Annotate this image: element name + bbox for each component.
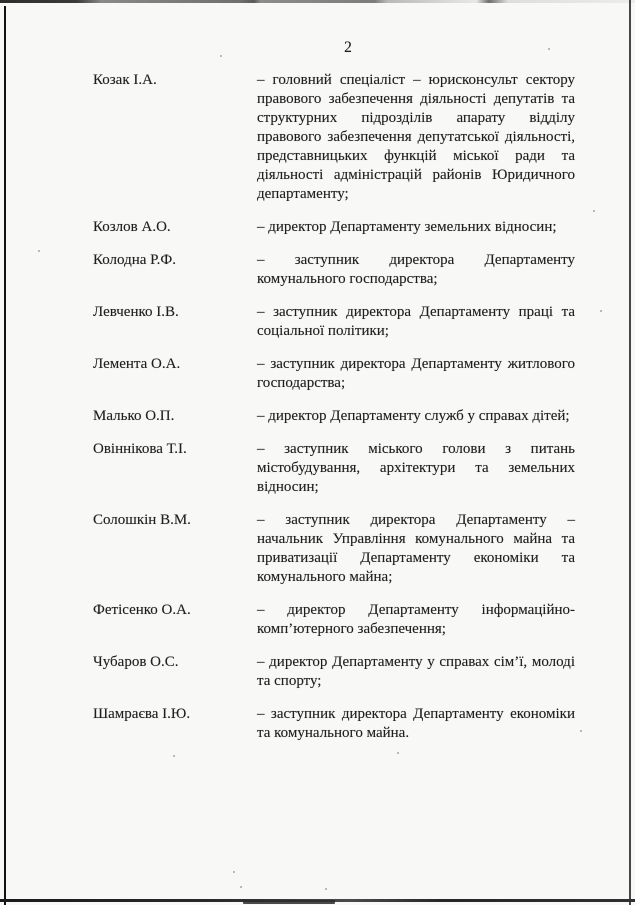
official-position: – заступник директора Департаменту економіки та комунального майна. <box>257 706 575 741</box>
official-name: Колодна Р.Ф. <box>93 252 176 268</box>
official-name: Фетісенко О.А. <box>93 602 191 618</box>
official-entry <box>93 251 575 289</box>
official-name: Овіннікова Т.І. <box>93 441 187 457</box>
scan-speck <box>580 730 582 732</box>
official-name: Шамраєва І.Ю. <box>93 706 191 722</box>
scan-speck <box>397 752 399 754</box>
official-position: – заступник директора Департаменту житлового господарства; <box>257 356 575 391</box>
official-position: – заступник директора Департаменту комунального господарства; <box>257 252 575 287</box>
official-position: – заступник директора Департаменту праці та соціальної політики; <box>257 304 575 339</box>
official-entry <box>93 218 575 237</box>
official-entry <box>93 440 575 497</box>
scan-border-top <box>0 0 635 3</box>
official-position: – директор Департаменту земельних відносин; <box>257 219 557 235</box>
official-entry <box>93 511 575 587</box>
official-position: – заступник директора Департаменту – начальник Управління комунального майна та приватизації Департаменту економіки та комунального майна; <box>257 512 575 585</box>
official-entry <box>93 407 575 426</box>
official-entry <box>93 303 575 341</box>
official-entry <box>93 601 575 639</box>
official-name: Малько О.П. <box>93 408 175 424</box>
official-position: – головний спеціаліст – юрисконсульт сектору правового забезпечення діяльності депутатів та структурних підрозділів апарату відділу правового забезпечення депутатської діяльності, представницьких функцій міської ради та діяльності адміністрацій районів Юридичного департаменту; <box>257 72 575 202</box>
official-entry <box>93 705 575 743</box>
official-position: – директор Департаменту служб у справах дітей; <box>257 408 570 424</box>
scan-speck <box>233 871 235 873</box>
official-entry <box>93 355 575 393</box>
scan-speck <box>600 310 602 312</box>
scan-border-right <box>629 0 631 905</box>
official-name: Лемента О.А. <box>93 356 181 372</box>
official-position: – заступник міського голови з питань містобудування, архітектури та земельних відносин; <box>257 441 575 495</box>
official-position: – директор Департаменту інформаційно-комп’ютерного забезпечення; <box>257 602 575 637</box>
official-name: Козлов А.О. <box>93 219 171 235</box>
official-entry <box>93 71 575 204</box>
officials-list <box>93 71 575 743</box>
official-name: Козак І.А. <box>93 72 157 88</box>
official-name: Солошкін В.М. <box>93 512 191 528</box>
scan-speck <box>38 250 40 252</box>
official-name: Левченко І.В. <box>93 304 179 320</box>
scan-border-left <box>4 6 6 905</box>
scan-speck <box>240 886 242 888</box>
official-name: Чубаров О.С. <box>93 654 179 670</box>
scan-noise-blot <box>243 900 335 904</box>
official-position: – директор Департаменту у справах сім’ї, молоді та спорту; <box>257 654 575 689</box>
scan-speck <box>173 755 175 757</box>
scan-speck <box>593 210 595 212</box>
document-page <box>93 38 575 743</box>
official-entry <box>93 653 575 691</box>
scan-speck <box>325 888 327 890</box>
page-number: 2 <box>344 39 352 56</box>
